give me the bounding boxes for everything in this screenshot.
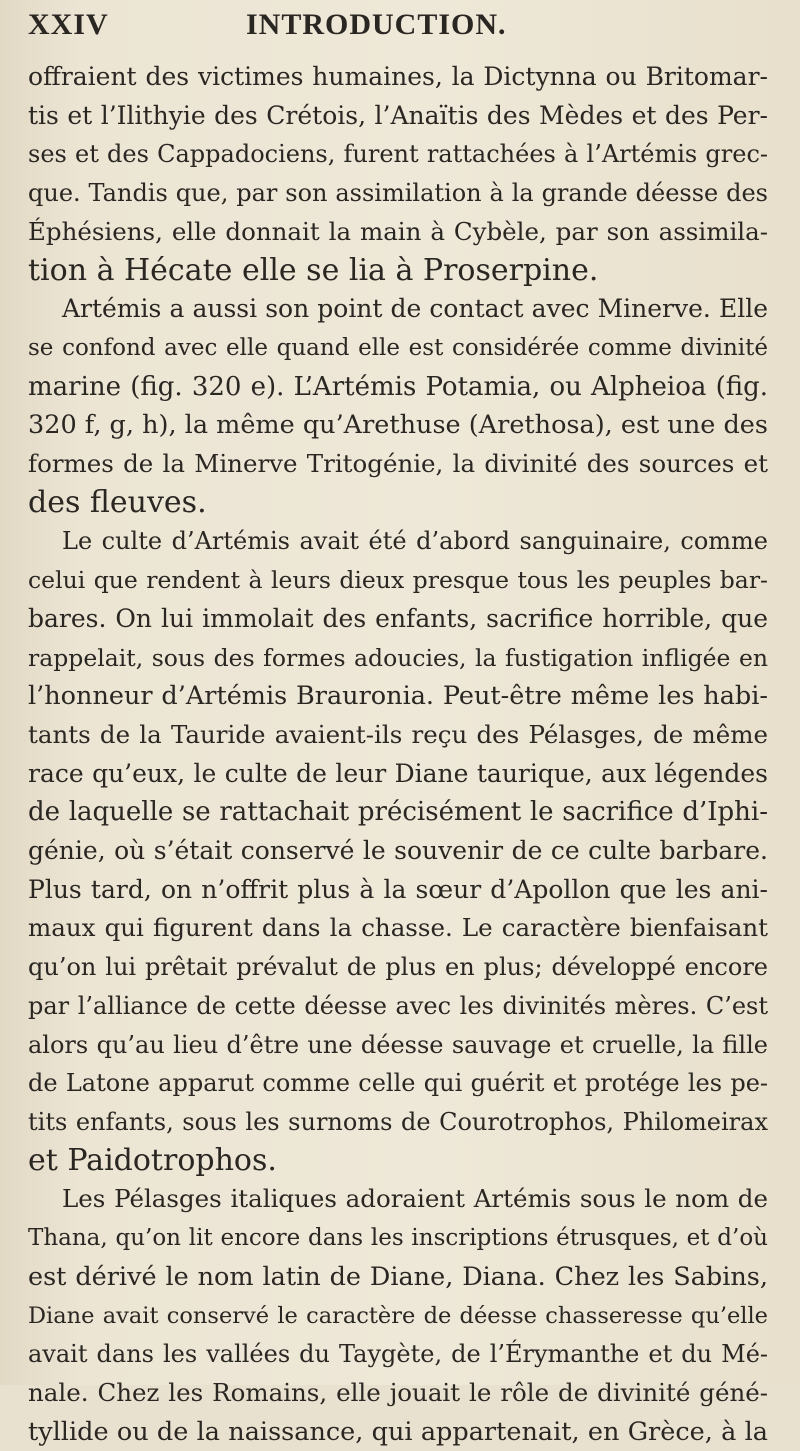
text-line: Thana, qu’on lit encore dans les inscriptions étrusques, et d’où [28, 1225, 768, 1252]
text-line: 320 f, g, h), la même qu’Arethuse (Arethosa), est une des [28, 410, 768, 441]
text-line: se confond avec elle quand elle est considérée comme divinité [28, 334, 768, 361]
text-line: rappelait, sous des formes adoucies, la fustigation infligée en [28, 643, 768, 672]
text-line: est dérivé le nom latin de Diane, Diana. Chez les Sabins, [28, 1261, 768, 1292]
text-line: tits enfants, sous les surnoms de Courotrophos, Philomeirax [28, 1107, 768, 1136]
text-line: formes de la Minerve Tritogénie, la divinité des sources et [28, 449, 768, 479]
text-line: celui que rendent à leurs dieux presque tous les peuples bar- [28, 566, 768, 595]
text-line: génie, où s’était conservé le souvenir de ce culte barbare. [28, 836, 768, 866]
text-line: Éphésiens, elle donnait la main à Cybèle, par son assimila- [28, 216, 768, 246]
text-line: Les Pélasges italiques adoraient Artémis sous le nom de [62, 1184, 768, 1214]
text-line: Diane avait conservé le caractère de déesse chasseresse qu’elle [28, 1302, 768, 1329]
text-line: Le culte d’Artémis avait été d’abord sanguinaire, comme [62, 527, 768, 556]
text-line: des fleuves. [28, 484, 207, 520]
body-text [28, 58, 768, 1451]
text-line: de laquelle se rattachait précisément le sacrifice d’Iphi- [28, 797, 768, 828]
text-line: et Paidotrophos. [28, 1142, 277, 1178]
text-line: offraient des victimes humaines, la Dictynna ou Britomar- [28, 62, 768, 91]
text-line: l’honneur d’Artémis Brauronia. Peut-être même les habi- [28, 681, 768, 712]
text-line: maux qui figurent dans la chasse. Le caractère bienfaisant [28, 913, 768, 943]
text-line: bares. On lui immolait des enfants, sacrifice horrible, que [28, 603, 768, 633]
text-line: par l’alliance de cette déesse avec les divinités mères. C’est [28, 991, 768, 1020]
page-header [28, 8, 768, 56]
text-line: avait dans les vallées du Taygète, de l’Érymanthe et du Mé- [28, 1340, 768, 1369]
text-line: Artémis a aussi son point de contact avec Minerve. Elle [62, 294, 768, 324]
text-line: Plus tard, on n’offrit plus à la sœur d’Apollon que les ani- [28, 874, 768, 904]
text-line: tis et l’Ilithyie des Crétois, l’Anaïtis des Mèdes et des Per- [28, 100, 768, 130]
text-line: race qu’eux, le culte de leur Diane taurique, aux légendes [28, 758, 768, 788]
running-head: INTRODUCTION. [246, 8, 507, 41]
text-line: que. Tandis que, par son assimilation à la grande déesse des [28, 179, 768, 208]
text-line: alors qu’au lieu d’être une déesse sauvage et cruelle, la fille [28, 1030, 768, 1059]
page-number: XXIV [28, 8, 109, 41]
text-line: nale. Chez les Romains, elle jouait le rôle de divinité géné- [28, 1377, 768, 1407]
text-line: tyllide ou de la naissance, qui appartenait, en Grèce, à la [28, 1416, 768, 1447]
text-line: ses et des Cappadociens, furent rattachées à l’Artémis grec- [28, 140, 768, 169]
text-line: marine (fig. 320 e). L’Artémis Potamia, ou Alpheioa (fig. [28, 371, 768, 402]
text-line: tants de la Tauride avaient-ils reçu des Pélasges, de même [28, 719, 768, 749]
text-line: tion à Hécate elle se lia à Proserpine. [28, 252, 599, 288]
text-line: qu’on lui prêtait prévalut de plus en plus; développé encore [28, 953, 768, 982]
text-line: de Latone apparut comme celle qui guérit et protége les pe- [28, 1069, 768, 1098]
